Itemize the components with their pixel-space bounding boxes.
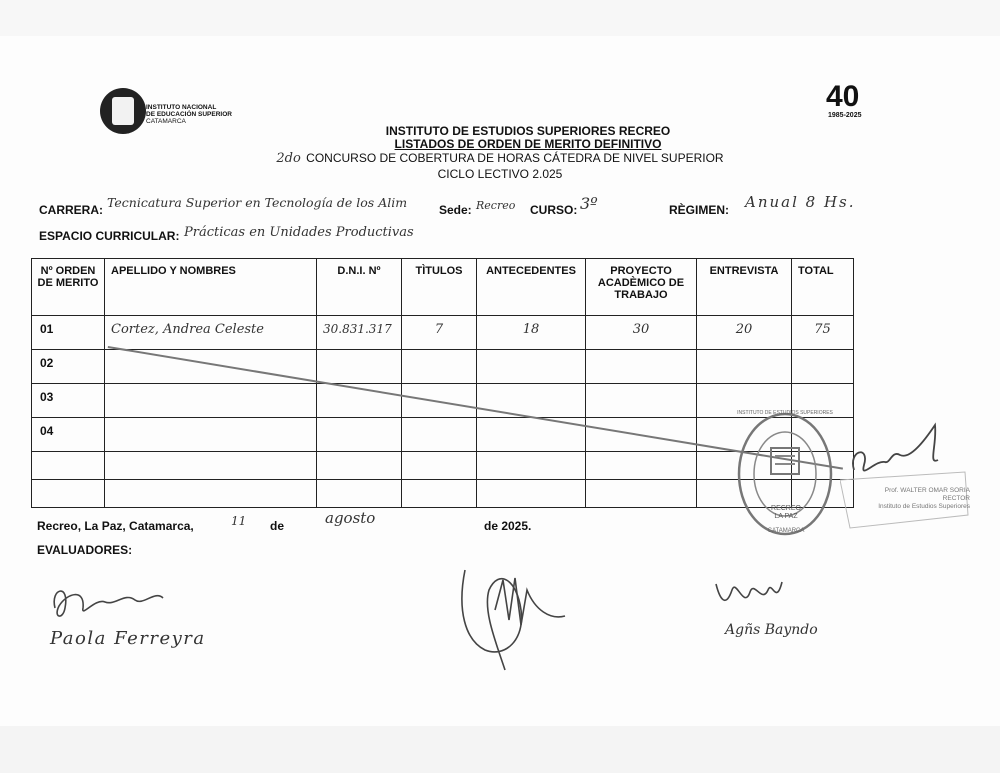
footer-year: de 2025. — [484, 519, 532, 533]
proyecto-cell: 30 — [632, 322, 650, 337]
logo-text-line2: DE EDUCACIÓN SUPERIOR — [146, 111, 232, 118]
espacio-curricular-value: Prácticas en Unidades Productivas — [184, 225, 414, 240]
antecedentes-cell: 18 — [522, 322, 540, 337]
stamp-center-line2: LA PAZ — [774, 513, 798, 520]
merit-table — [31, 258, 854, 508]
header-entrevista: ENTREVISTA — [697, 259, 792, 316]
scan-margin-bottom — [0, 726, 1000, 773]
regimen-label: RÈGIMEN: — [669, 203, 729, 217]
regimen-value: Anual 8 Hs. — [745, 193, 856, 211]
sede-value: Recreo — [476, 199, 516, 212]
logo-text-line3: CATAMARCA — [146, 118, 186, 125]
evaluator3-name-handwritten: Agñs Bayndo — [725, 622, 818, 638]
table-row — [32, 452, 854, 480]
stamp-center-line1: RECREO — [771, 505, 801, 512]
entrevista-cell: 20 — [735, 322, 753, 337]
cycle-title: CICLO LECTIVO 2.025 — [437, 167, 563, 181]
table-row — [32, 418, 854, 452]
director-institution: Instituto de Estudios Superiores — [878, 503, 970, 510]
footer-place: Recreo, La Paz, Catamarca, — [37, 519, 194, 533]
stamp-bottom-text: CATAMARCA — [767, 528, 805, 534]
list-title: LISTADOS DE ORDEN DE MERITO DEFINITIVO — [394, 137, 662, 151]
evaluator1-signature — [45, 578, 175, 624]
orden-cell: 03 — [32, 384, 105, 418]
table-header-row — [32, 259, 854, 316]
carrera-label: CARRERA: — [39, 203, 103, 217]
contest-title — [0, 151, 1000, 166]
curso-value: 3º — [580, 194, 598, 213]
total-cell: 75 — [814, 322, 831, 337]
director-role: RECTOR — [942, 495, 970, 502]
orden-cell: 02 — [32, 350, 105, 384]
director-signature — [840, 420, 970, 530]
evaluator1-name-handwritten: Paola Ferreyra — [50, 628, 206, 649]
footer-day-handwritten: 11 — [231, 514, 247, 528]
header-orden: Nº ORDEN DE MERITO — [32, 259, 105, 316]
carrera-value: Tecnicatura Superior en Tecnología de los Alim — [107, 195, 408, 210]
scan-margin-top — [0, 0, 1000, 36]
curso-label: CURSO: — [530, 203, 578, 217]
header-antecedentes: ANTECEDENTES — [477, 259, 586, 316]
espacio-curricular-label: ESPACIO CURRICULAR: — [39, 229, 180, 243]
director-name: Prof. WALTER OMAR SORIA — [884, 487, 970, 494]
contest-number-handwritten: 2do — [276, 151, 301, 166]
dni-cell: 30.831.317 — [323, 322, 392, 336]
orden-cell: 01 — [32, 316, 105, 350]
contest-text: CONCURSO DE COBERTURA DE HORAS CÁTEDRA DE NIVEL SUPERIOR — [306, 151, 724, 165]
titulos-cell: 7 — [434, 322, 444, 337]
anniversary-logo — [826, 82, 886, 126]
logo-text-line1: INSTITUTO NACIONAL — [146, 104, 217, 111]
header-titulos: TÌTULOS — [402, 259, 477, 316]
name-cell: Cortez, Andrea Celeste — [111, 322, 264, 337]
stamp-ring-text: INSTITUTO DE ESTUDIOS SUPERIORES — [737, 410, 833, 416]
footer-month-handwritten: agosto — [325, 509, 376, 527]
institution-title: INSTITUTO DE ESTUDIOS SUPERIORES RECREO — [385, 124, 671, 138]
sede-label: Sede: — [439, 203, 472, 217]
anniversary-years: 1985-2025 — [828, 112, 862, 119]
header-apellido: APELLIDO Y NOMBRES — [105, 259, 317, 316]
institution-stamp — [735, 408, 835, 540]
table-row — [32, 316, 854, 350]
footer-de: de — [270, 519, 285, 533]
evaluadores-label: EVALUADORES: — [37, 543, 133, 557]
header-proyecto: PROYECTO ACADÈMICO DE TRABAJO — [586, 259, 697, 316]
evaluator2-signature — [455, 550, 575, 680]
table-row — [32, 480, 854, 508]
orden-cell: 04 — [32, 418, 105, 452]
anniversary-number: 40 — [826, 80, 860, 113]
header-total: TOTAL — [792, 259, 854, 316]
director-signature-block — [840, 420, 970, 530]
header-dni: D.N.I. Nº — [317, 259, 402, 316]
evaluator3-signature — [710, 570, 790, 615]
